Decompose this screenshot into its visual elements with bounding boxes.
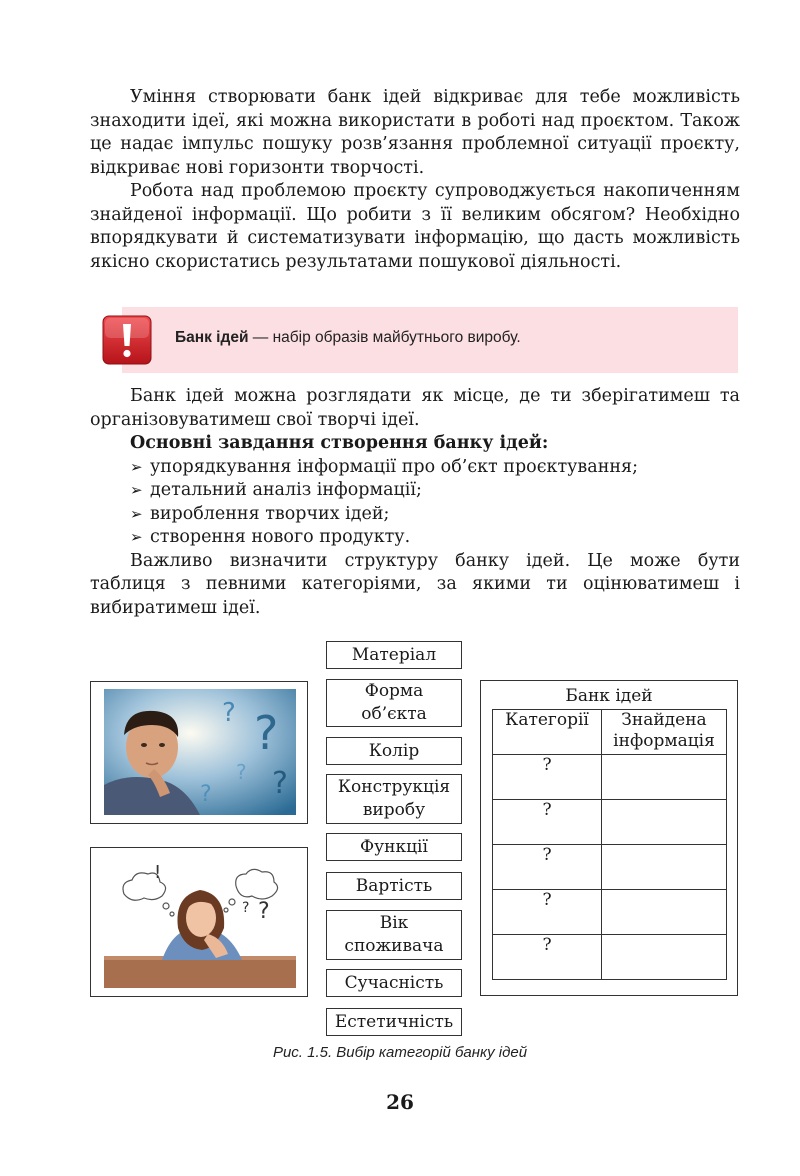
bullet-arrow-icon: ➢: [130, 504, 143, 523]
photo-frame-boy: [90, 681, 308, 824]
photo-frame-girl: [90, 847, 308, 997]
bank-of-ideas: [480, 680, 738, 996]
note-text: [175, 329, 521, 347]
bullet-arrow-icon: ➢: [130, 457, 143, 476]
intro-text: [90, 86, 740, 274]
svg-text:?: ?: [254, 706, 279, 760]
category-functions: Функції: [326, 833, 462, 861]
svg-text:!: !: [154, 862, 162, 883]
header-categories: Категорії: [493, 710, 602, 755]
paragraph-4: Важливо визначити структуру банку ідей. Це може бути таблиця з певними категоріями, за якими ти оцінюватимеш і вибиратимеш ідеї.: [90, 550, 740, 618]
table-row: ?: [493, 800, 727, 845]
paragraph-2: Робота над проблемою проєкту супроводжується накопиченням знайденої інформації. Що робити з її великим обсягом? Необхідно впорядкувати й систематизувати інформацію, що дасть можливість якісно скористатись результатами пошукової діяльності.: [90, 181, 740, 272]
category-aesthetics: Естетичність: [326, 1008, 462, 1036]
photo-thinking-boy: [104, 689, 296, 815]
table-header-row: [493, 710, 727, 755]
page-number: 26: [386, 1090, 414, 1114]
definition-note: [102, 307, 738, 373]
category-material: Матеріал: [326, 641, 462, 669]
figure-caption: Рис. 1.5. Вибір категорій банку ідей: [272, 1044, 528, 1061]
category-form: Форма об’єкта: [326, 679, 462, 727]
middle-text: [90, 385, 740, 620]
svg-text:?: ?: [200, 782, 212, 807]
category-cost: Вартість: [326, 872, 462, 900]
list-item: ➢ створення нового продукту.: [90, 526, 740, 550]
table-row: ?: [493, 890, 727, 935]
header-found-info: Знайдена інформація: [602, 710, 727, 755]
bullet-arrow-icon: ➢: [130, 528, 143, 546]
list-item: ➢ упорядкування інформації про об’єкт проєктування;: [90, 456, 740, 480]
list-item: ➢ детальний аналіз інформації;: [90, 479, 740, 503]
exclamation-icon: [102, 315, 152, 365]
photo-thinking-girl: [104, 856, 296, 988]
list-item: ➢ вироблення творчих ідей;: [90, 503, 740, 527]
table-row: ?: [493, 755, 727, 800]
paragraph-3: Банк ідей можна розглядати як місце, де ти зберігатимеш та організовуватимеш свої творчі ідеї.: [90, 386, 740, 430]
category-construction: Конструкція виробу: [326, 774, 462, 824]
bank-table: [492, 709, 727, 980]
bullet-arrow-icon: ➢: [130, 481, 143, 499]
note-term: Банк ідей: [175, 329, 249, 346]
tasks-heading: Основні завдання створення банку ідей:: [130, 433, 549, 453]
svg-text:?: ?: [272, 766, 288, 801]
svg-text:?: ?: [242, 900, 250, 916]
category-consumer-age: Вік споживача: [326, 910, 462, 960]
bank-title: Банк ідей: [565, 686, 653, 706]
category-modernity: Сучасність: [326, 969, 462, 997]
category-color: Колір: [326, 737, 462, 765]
note-definition: — набір образів майбутнього виробу.: [252, 329, 521, 346]
table-row: ?: [493, 935, 727, 980]
table-row: ?: [493, 845, 727, 890]
paragraph-1: Уміння створювати банк ідей відкриває для тебе можливість знаходити ідеї, які можна використати в роботі над проєктом. Також це надає імпульс пошуку розв’язання проблемної ситуації проєкту, відкриває нові горизонти творчості.: [90, 87, 740, 178]
svg-text:?: ?: [236, 760, 247, 784]
svg-text:?: ?: [258, 899, 270, 924]
svg-text:?: ?: [222, 698, 236, 728]
